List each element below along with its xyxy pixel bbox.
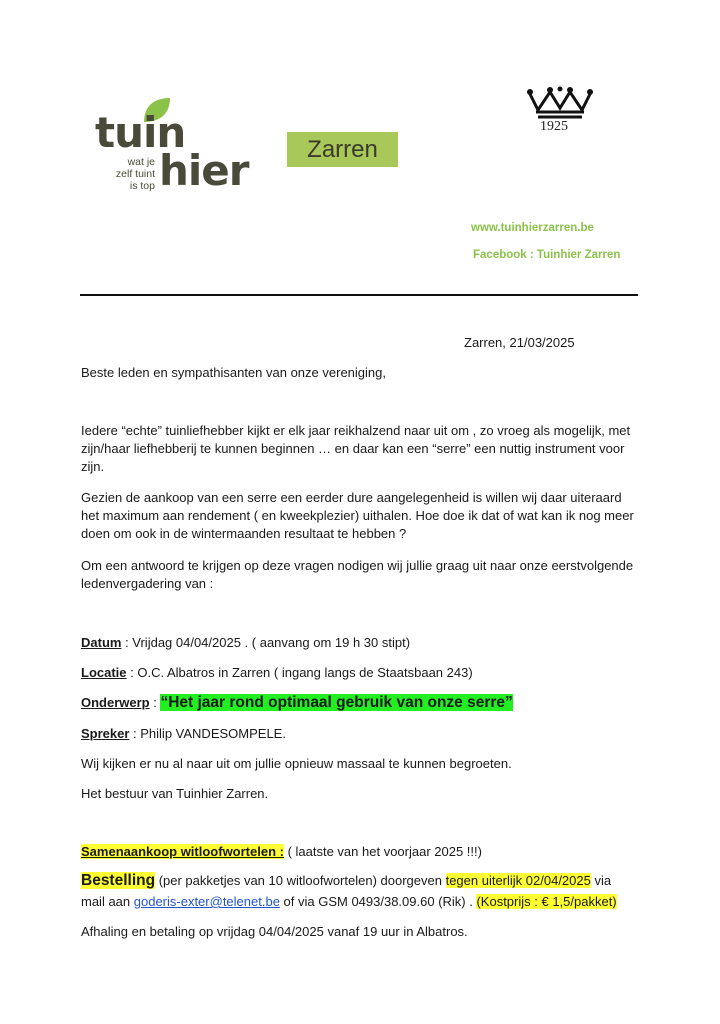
- datum-label: Datum: [81, 635, 122, 650]
- bestelling-label: Bestelling: [81, 872, 156, 889]
- locatie-label: Locatie: [81, 665, 127, 680]
- onderwerp-line: [81, 694, 513, 712]
- pickup-line: Afhaling en betaling op vrijdag 04/04/2025 vanaf 19 uur in Albatros.: [81, 924, 468, 939]
- website-link[interactable]: www.tuinhierzarren.be: [471, 222, 594, 234]
- datum-value: : Vrijdag 04/04/2025 . ( aanvang om 19 h 30 stipt): [121, 635, 411, 650]
- order-deadline: tegen uiterlijk 02/04/2025: [445, 873, 591, 888]
- spreker-value: : Philip VANDESOMPELE.: [129, 726, 286, 741]
- logo-word-hier: hier: [159, 146, 249, 195]
- onderwerp-value: “Het jaar rond optimaal gebruik van onze serre”: [160, 694, 513, 711]
- spreker-line: [81, 725, 286, 743]
- onderwerp-label: Onderwerp: [81, 695, 150, 710]
- tagline-line: wat je: [127, 156, 155, 168]
- emblem-year: 1925: [540, 119, 568, 134]
- order-line-1-end: via: [590, 873, 612, 888]
- datum-line: [81, 634, 410, 652]
- crown-icon: [524, 86, 596, 120]
- order-line-2-mid: of via GSM 0493/38.09.60 (Rik) .: [279, 894, 477, 909]
- order-line-1: [81, 872, 641, 890]
- tuinhier-logo: [97, 104, 247, 194]
- date-line: Zarren, 21/03/2025: [464, 335, 575, 350]
- logo-word-tuin: tuin: [95, 108, 186, 157]
- locatie-value: : O.C. Albatros in Zarren ( ingang langs de Staatsbaan 243): [126, 665, 473, 680]
- paragraph-1: Iedere “echte” tuinliefhebber kijkt er elk jaar reikhalzend naar uit om , zo vroeg als mogelijk, met zijn/haar liefhebberij te kunnen beginnen … en daar kan een “serre” een nuttig instrument voor zijn.: [81, 423, 631, 474]
- salutation: Beste leden en sympathisanten van onze vereniging,: [81, 365, 386, 380]
- closing-line-1: Wij kijken er nu al naar uit om jullie opnieuw massaal te kunnen begroeten.: [81, 756, 512, 771]
- email-link[interactable]: goderis-exter@telenet.be: [133, 894, 280, 909]
- order-line-2: [81, 893, 641, 911]
- order-price: (Kostprijs : € 1,5/pakket): [476, 894, 617, 909]
- order-title-note: ( laatste van het voorjaar 2025 !!!): [283, 844, 482, 859]
- spreker-label: Spreker: [81, 726, 130, 741]
- paragraph-2: Gezien de aankoop van een serre een eerder dure aangelegenheid is willen wij daar uiteraard het maximum aan rendement ( en kweekplezier) uithalen. Hoe doe ik dat of wat kan ik nog meer doen om ook in de wintermaanden resultaat te hebben ?: [81, 490, 634, 541]
- order-title: Samenaankoop witloofwortelen :: [81, 844, 284, 859]
- locatie-line: [81, 664, 473, 682]
- facebook-link[interactable]: Facebook : Tuinhier Zarren: [473, 249, 621, 261]
- order-line-1-mid: (per pakketjes van 10 witloofwortelen) doorgeven: [155, 873, 446, 888]
- onderwerp-sep: :: [149, 695, 161, 710]
- logo-tagline: [83, 156, 155, 192]
- paragraph-3: Om een antwoord te krijgen op deze vragen nodigen wij jullie graag uit naar onze eerstvolgende ledenvergadering van :: [81, 558, 634, 591]
- tagline-line: is top: [129, 180, 155, 192]
- closing-line-2: Het bestuur van Tuinhier Zarren.: [81, 786, 269, 801]
- order-line-2-start: mail aan: [81, 894, 134, 909]
- zarren-badge: Zarren: [287, 132, 398, 167]
- tagline-line: zelf tuint: [115, 168, 155, 180]
- order-title-line: [81, 843, 482, 861]
- header-divider: [80, 294, 638, 296]
